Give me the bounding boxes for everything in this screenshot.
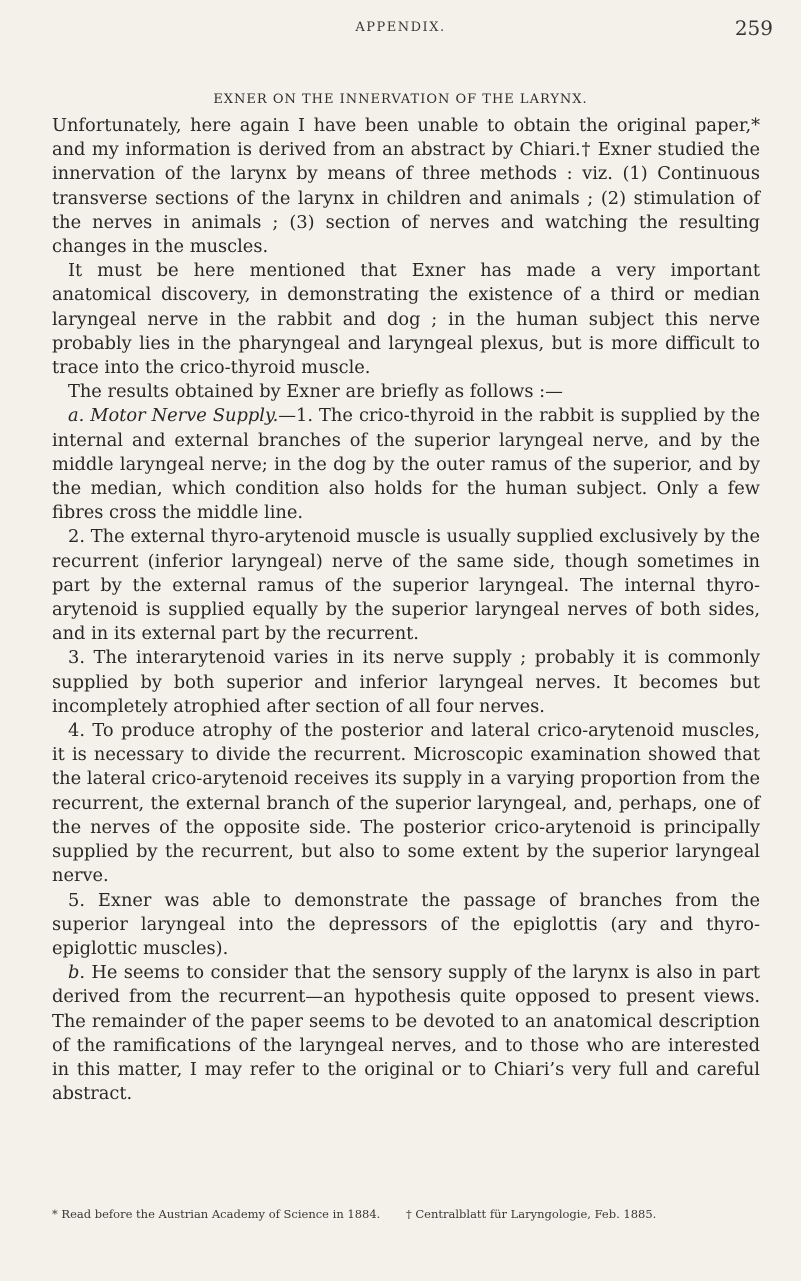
footnote-2: † Centralblatt für Laryngologie, Feb. 1885.: [405, 1207, 657, 1221]
paragraph-intro: Unfortunately, here again I have been unable to obtain the original paper,* and my information is derived from an abstract by Chiari.† Exner studied the innervation of the larynx by means of three methods : viz. (1) Continuous transverse sections of the larynx in children and animals ; (2) stimulation of the nerves in animals ; (3) section of nerves and watching the resulting changes in the muscles.: [52, 115, 760, 258]
paragraph-item-5: 5. Exner was able to demonstrate the passage of branches from the superior laryngeal into the depressors of the epiglottis (ary and thyro-epiglottic muscles).: [52, 889, 760, 959]
running-head: APPENDIX.: [355, 20, 446, 35]
footnotes: [52, 1207, 772, 1221]
page-header: [0, 16, 801, 50]
paragraph-anatomical-discovery: It must be here mentioned that Exner has made a very important anatomical discovery, in demonstrating the existence of a third or median laryngeal nerve in the rabbit and dog ; in the human subject this nerve probably lies in the pharyngeal and laryngeal plexus, but is more difficult to trace into the crico-thyroid muscle.: [52, 260, 760, 379]
footnote-1: * Read before the Austrian Academy of Science in 1884.: [52, 1207, 381, 1221]
motor-nerve-supply-text: —1. The crico-thyroid in the rabbit is supplied by the internal and external branches of the superior laryngeal nerve, and by the middle laryngeal nerve; in the dog by the outer ramus of the superior, and by the median, which condition also holds for the human subject. Only a few fibres cross the middle line.: [52, 405, 760, 524]
motor-nerve-supply-heading: a. Motor Nerve Supply.: [68, 405, 279, 427]
paragraph-item-4: 4. To produce atrophy of the posterior and lateral crico-arytenoid muscles, it is necessary to divide the recurrent. Microscopic examination showed that the lateral crico-arytenoid receives its supply in a varying proportion from the recurrent, the external branch of the superior laryngeal, and, perhaps, one of the nerves of the opposite side. The posterior crico-arytenoid is principally supplied by the recurrent, but also to some extent by the superior laryngeal nerve.: [52, 720, 760, 887]
paragraph-results-intro: The results obtained by Exner are briefly as follows :—: [68, 381, 563, 403]
paragraph-sensory-supply: [52, 961, 760, 1106]
paragraph-item-2: 2. The external thyro-arytenoid muscle is usually supplied exclusively by the recurrent (inferior laryngeal) nerve of the same side, though sometimes in part by the external ramus of the superior laryngeal. The internal thyro-arytenoid is supplied equally by the superior laryngeal nerves of both sides, and in its external part by the recurrent.: [52, 526, 760, 645]
paragraph-motor-nerve-supply: [52, 404, 760, 525]
sensory-supply-text: He seems to consider that the sensory supply of the larynx is also in part derived from the recurrent—an hypothesis quite opposed to present views. The remainder of the paper seems to be devoted to an anatomical description of the ramifications of the laryngeal nerves, and to those who are interested in this matter, I may refer to the original or to Chiari’s very full and careful abstract.: [52, 962, 760, 1105]
paragraph-item-3: 3. The interarytenoid varies in its nerve supply ; probably it is commonly supplied by both superior and inferior laryngeal nerves. It becomes but incompletely atrophied after section of all four nerves.: [52, 647, 760, 717]
page-number: 259: [734, 16, 773, 40]
body-text: [52, 114, 760, 1106]
sensory-supply-label: b.: [68, 962, 86, 984]
section-title: EXNER ON THE INNERVATION OF THE LARYNX.: [213, 92, 588, 107]
